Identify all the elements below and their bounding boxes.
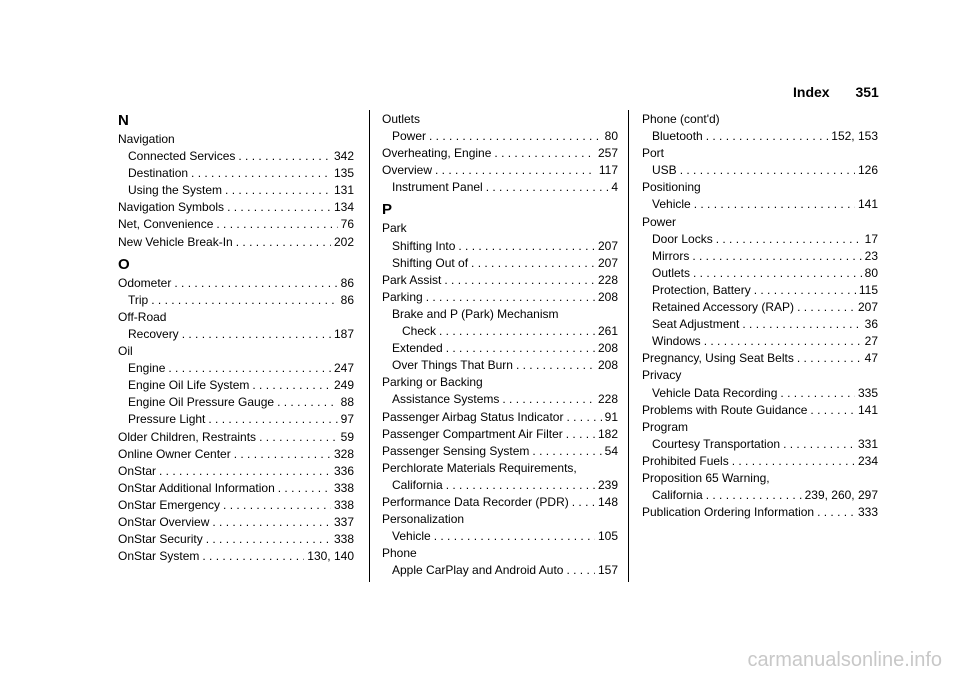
- leader-dots: [225, 182, 331, 199]
- leader-dots: [797, 299, 855, 316]
- entry-label: Retained Accessory (RAP): [652, 300, 795, 315]
- entry-label: Older Children, Restraints: [118, 429, 257, 444]
- entry-label: Assistance Systems: [392, 392, 500, 407]
- entry-page-ref: 17: [864, 231, 878, 246]
- leader-dots: [434, 528, 595, 545]
- entry-page-ref: 337: [333, 514, 354, 529]
- index-heading: Proposition 65 Warning,: [642, 470, 770, 485]
- leader-dots: [572, 494, 595, 511]
- leader-dots: [227, 199, 331, 216]
- leader-dots: [216, 216, 337, 233]
- index-entry: [382, 272, 618, 289]
- entry-label: Overview: [382, 163, 433, 178]
- entry-label: Passenger Airbag Status Indicator: [382, 409, 564, 424]
- leader-dots: [238, 148, 331, 165]
- entry-page-ref: 333: [857, 505, 878, 520]
- entry-label: Overheating, Engine: [382, 146, 492, 161]
- leader-dots: [446, 477, 595, 494]
- index-entry: [118, 531, 354, 548]
- leader-dots: [783, 436, 855, 453]
- index-heading: Privacy: [642, 368, 682, 383]
- leader-dots: [191, 165, 331, 182]
- leader-dots: [277, 394, 338, 411]
- entry-page-ref: 115: [858, 282, 878, 297]
- leader-dots: [742, 316, 861, 333]
- leader-dots: [704, 333, 862, 350]
- entry-page-ref: 338: [333, 532, 354, 547]
- index-entry: [642, 333, 878, 350]
- leader-dots: [278, 480, 331, 497]
- entry-page-ref: 182: [597, 426, 618, 441]
- index-heading: Navigation: [118, 132, 175, 146]
- entry-page-ref: 331: [857, 436, 878, 451]
- entry-label: Trip: [128, 292, 149, 307]
- index-entry: [642, 248, 878, 265]
- entry-label: Using the System: [128, 183, 223, 198]
- entry-label: OnStar Additional Information: [118, 480, 275, 495]
- entry-page-ref: 335: [857, 385, 878, 400]
- index-entry: [642, 231, 878, 248]
- index-entry: [118, 148, 354, 165]
- entry-label: New Vehicle Break-In: [118, 234, 233, 249]
- entry-label: Engine Oil Life System: [128, 378, 250, 393]
- entry-page-ref: 134: [333, 200, 354, 215]
- index-entry: [382, 323, 618, 340]
- leader-dots: [706, 487, 802, 504]
- column-divider: [369, 110, 370, 582]
- entry-label: Net, Convenience: [118, 217, 214, 232]
- entry-label: Destination: [128, 166, 189, 181]
- entry-page-ref: 47: [864, 351, 878, 366]
- leader-dots: [716, 231, 862, 248]
- entry-page-ref: 148: [597, 494, 618, 509]
- entry-label: Problems with Route Guidance: [642, 402, 808, 417]
- entry-page-ref: 80: [604, 129, 618, 144]
- entry-label: Odometer: [118, 275, 172, 290]
- leader-dots: [151, 292, 337, 309]
- index-letter-heading: P: [382, 201, 393, 219]
- entry-page-ref: 228: [597, 392, 618, 407]
- entry-page-ref: 207: [857, 300, 878, 315]
- leader-dots: [234, 446, 331, 463]
- entry-label: California: [652, 488, 703, 503]
- entry-page-ref: 328: [333, 446, 354, 461]
- leader-dots: [486, 179, 609, 196]
- leader-dots: [174, 275, 337, 292]
- index-entry: [642, 316, 878, 333]
- leader-dots: [252, 377, 331, 394]
- index-entry: [382, 340, 618, 357]
- leader-dots: [680, 162, 855, 179]
- entry-label: Shifting Out of: [392, 255, 469, 270]
- leader-dots: [780, 385, 855, 402]
- index-entry: [118, 360, 354, 377]
- entry-page-ref: 239, 260, 297: [804, 488, 878, 503]
- leader-dots: [206, 531, 331, 548]
- leader-dots: [566, 562, 595, 579]
- entry-page-ref: 257: [597, 146, 618, 161]
- entry-page-ref: 135: [333, 166, 354, 181]
- entry-label: Windows: [652, 334, 701, 349]
- entry-page-ref: 36: [864, 317, 878, 332]
- index-entry: [118, 275, 354, 292]
- entry-page-ref: 187: [333, 326, 354, 341]
- entry-page-ref: 86: [340, 292, 354, 307]
- index-letter-heading: O: [118, 255, 130, 273]
- entry-page-ref: 207: [597, 255, 618, 270]
- entry-label: Vehicle: [652, 197, 691, 212]
- index-entry: [642, 504, 878, 521]
- index-entry: [642, 282, 878, 299]
- entry-page-ref: 228: [597, 272, 618, 287]
- index-entry: [642, 196, 878, 213]
- index-entry: [118, 292, 354, 309]
- entry-label: Bluetooth: [652, 129, 703, 144]
- leader-dots: [566, 426, 595, 443]
- entry-label: California: [392, 477, 443, 492]
- header-title: Index: [793, 84, 830, 100]
- leader-dots: [446, 340, 595, 357]
- leader-dots: [429, 128, 602, 145]
- entry-label: Engine: [128, 361, 166, 376]
- index-entry: [642, 436, 878, 453]
- leader-dots: [817, 504, 855, 521]
- index-entry: [118, 497, 354, 514]
- entry-label: Engine Oil Pressure Gauge: [128, 395, 275, 410]
- index-heading: Positioning: [642, 180, 701, 195]
- entry-page-ref: 4: [611, 180, 618, 195]
- index-entry: [118, 326, 354, 343]
- index-entry: [382, 494, 618, 511]
- index-entry: [382, 238, 618, 255]
- leader-dots: [494, 145, 595, 162]
- entry-page-ref: 27: [864, 334, 878, 349]
- entry-label: OnStar: [118, 463, 157, 478]
- leader-dots: [797, 350, 862, 367]
- index-heading: Off-Road: [118, 309, 167, 324]
- index-heading: Perchlorate Materials Requirements,: [382, 460, 577, 475]
- index-entry: [642, 453, 878, 470]
- leader-dots: [439, 323, 595, 340]
- entry-page-ref: 130, 140: [307, 549, 354, 564]
- page-header: [793, 84, 879, 100]
- entry-page-ref: 157: [597, 563, 618, 578]
- entry-label: OnStar System: [118, 549, 200, 564]
- entry-label: Pregnancy, Using Seat Belts: [642, 351, 794, 366]
- entry-label: USB: [652, 163, 677, 178]
- entry-label: Prohibited Fuels: [642, 453, 729, 468]
- index-entry: [642, 385, 878, 402]
- entry-label: Connected Services: [128, 149, 236, 164]
- leader-dots: [516, 357, 595, 374]
- leader-dots: [566, 409, 601, 426]
- watermark: carmanualsonline.info: [747, 649, 942, 671]
- index-heading: Phone: [382, 546, 417, 561]
- entry-label: Navigation Symbols: [118, 200, 225, 215]
- leader-dots: [732, 453, 855, 470]
- leader-dots: [532, 443, 601, 460]
- leader-dots: [426, 289, 595, 306]
- leader-dots: [208, 411, 337, 428]
- entry-page-ref: 86: [340, 275, 354, 290]
- column-divider: [628, 110, 629, 582]
- entry-label: Mirrors: [652, 248, 690, 263]
- index-entry: [382, 443, 618, 460]
- index-entry: [382, 391, 618, 408]
- index-column-3: [642, 111, 878, 521]
- index-column-2: [382, 111, 618, 579]
- entry-page-ref: 117: [598, 163, 618, 178]
- leader-dots: [168, 360, 331, 377]
- leader-dots: [223, 497, 331, 514]
- index-entry: [118, 377, 354, 394]
- index-entry: [382, 426, 618, 443]
- index-entry: [118, 463, 354, 480]
- index-entry: [118, 165, 354, 182]
- entry-label: Power: [392, 129, 427, 144]
- leader-dots: [236, 234, 331, 251]
- entry-label: Parking: [382, 289, 423, 304]
- leader-dots: [693, 265, 862, 282]
- entry-label: Park Assist: [382, 272, 442, 287]
- entry-label: Performance Data Recorder (PDR): [382, 494, 569, 509]
- index-entry: [118, 548, 354, 565]
- entry-label: Over Things That Burn: [392, 358, 513, 373]
- entry-label: OnStar Security: [118, 532, 203, 547]
- entry-label: OnStar Emergency: [118, 497, 221, 512]
- entry-page-ref: 338: [333, 480, 354, 495]
- entry-page-ref: 261: [597, 324, 618, 339]
- leader-dots: [159, 463, 331, 480]
- index-entry: [118, 199, 354, 216]
- entry-label: Vehicle: [392, 529, 431, 544]
- entry-page-ref: 208: [597, 289, 618, 304]
- index-entry: [382, 409, 618, 426]
- entry-page-ref: 152, 153: [831, 129, 878, 144]
- leader-dots: [182, 326, 331, 343]
- leader-dots: [471, 255, 595, 272]
- index-entry: [118, 182, 354, 199]
- leader-dots: [692, 248, 861, 265]
- entry-label: Online Owner Center: [118, 446, 231, 461]
- entry-page-ref: 208: [597, 341, 618, 356]
- leader-dots: [444, 272, 595, 289]
- leader-dots: [458, 238, 595, 255]
- leader-dots: [694, 196, 855, 213]
- index-heading: Parking or Backing: [382, 375, 483, 390]
- entry-label: Recovery: [128, 326, 179, 341]
- leader-dots: [259, 429, 338, 446]
- entry-page-ref: 239: [597, 477, 618, 492]
- index-entry: [382, 562, 618, 579]
- entry-label: Passenger Sensing System: [382, 443, 530, 458]
- index-heading: Program: [642, 419, 689, 434]
- entry-label: Passenger Compartment Air Filter: [382, 426, 563, 441]
- leader-dots: [754, 282, 856, 299]
- leader-dots: [435, 162, 596, 179]
- index-entry: [118, 234, 354, 251]
- entry-page-ref: 54: [604, 443, 618, 458]
- entry-page-ref: 126: [857, 163, 878, 178]
- index-heading: Outlets: [382, 112, 421, 126]
- entry-page-ref: 59: [340, 429, 354, 444]
- leader-dots: [706, 128, 829, 145]
- leader-dots: [810, 402, 855, 419]
- index-entry: [118, 446, 354, 463]
- entry-label: OnStar Overview: [118, 514, 210, 529]
- entry-label: Check: [402, 324, 437, 339]
- entry-page-ref: 141: [857, 197, 878, 212]
- index-heading: Power: [642, 214, 677, 229]
- index-entry: [382, 128, 618, 145]
- entry-page-ref: 234: [857, 453, 878, 468]
- entry-page-ref: 208: [597, 358, 618, 373]
- index-entry: [642, 350, 878, 367]
- entry-page-ref: 342: [333, 149, 354, 164]
- entry-label: Courtesy Transportation: [652, 436, 781, 451]
- page-number: 351: [855, 84, 879, 100]
- entry-page-ref: 207: [597, 238, 618, 253]
- index-entry: [382, 477, 618, 494]
- index-entry: [382, 255, 618, 272]
- index-heading: Oil: [118, 344, 133, 359]
- index-entry: [382, 528, 618, 545]
- entry-label: Pressure Light: [128, 412, 206, 427]
- entry-page-ref: 247: [333, 361, 354, 376]
- entry-page-ref: 249: [333, 378, 354, 393]
- index-entry: [118, 216, 354, 233]
- index-entry: [382, 162, 618, 179]
- index-heading: Brake and P (Park) Mechanism: [392, 306, 559, 321]
- entry-label: Outlets: [652, 265, 691, 280]
- entry-page-ref: 76: [340, 217, 354, 232]
- entry-label: Apple CarPlay and Android Auto: [392, 563, 564, 578]
- leader-dots: [212, 514, 331, 531]
- index-entry: [642, 162, 878, 179]
- index-heading: Park: [382, 221, 407, 236]
- entry-page-ref: 91: [604, 409, 618, 424]
- index-entry: [118, 411, 354, 428]
- index-entry: [118, 514, 354, 531]
- index-entry: [118, 394, 354, 411]
- index-column-1: [118, 111, 354, 565]
- index-entry: [642, 265, 878, 282]
- index-entry: [642, 299, 878, 316]
- entry-label: Protection, Battery: [652, 282, 751, 297]
- entry-page-ref: 80: [864, 265, 878, 280]
- index-entry: [382, 357, 618, 374]
- entry-page-ref: 23: [864, 248, 878, 263]
- leader-dots: [502, 391, 595, 408]
- entry-page-ref: 131: [333, 183, 354, 198]
- index-heading: Phone (cont'd): [642, 112, 720, 126]
- index-entry: [642, 402, 878, 419]
- index-entry: [382, 289, 618, 306]
- entry-page-ref: 202: [333, 234, 354, 249]
- index-heading: Port: [642, 146, 665, 161]
- entry-label: Publication Ordering Information: [642, 505, 815, 520]
- entry-label: Door Locks: [652, 231, 713, 246]
- entry-label: Instrument Panel: [392, 180, 483, 195]
- entry-page-ref: 336: [333, 463, 354, 478]
- entry-page-ref: 105: [597, 529, 618, 544]
- index-entry: [118, 429, 354, 446]
- entry-page-ref: 97: [340, 412, 354, 427]
- entry-page-ref: 338: [333, 497, 354, 512]
- index-entry: [642, 128, 878, 145]
- entry-label: Extended: [392, 341, 443, 356]
- entry-label: Shifting Into: [392, 238, 456, 253]
- index-entry: [642, 487, 878, 504]
- index-entry: [382, 145, 618, 162]
- entry-label: Seat Adjustment: [652, 317, 740, 332]
- index-heading: Personalization: [382, 512, 465, 527]
- index-entry: [382, 179, 618, 196]
- entry-page-ref: 88: [340, 395, 354, 410]
- entry-label: Vehicle Data Recording: [652, 385, 778, 400]
- leader-dots: [202, 548, 304, 565]
- entry-page-ref: 141: [857, 402, 878, 417]
- index-entry: [118, 480, 354, 497]
- index-letter-heading: N: [118, 112, 129, 129]
